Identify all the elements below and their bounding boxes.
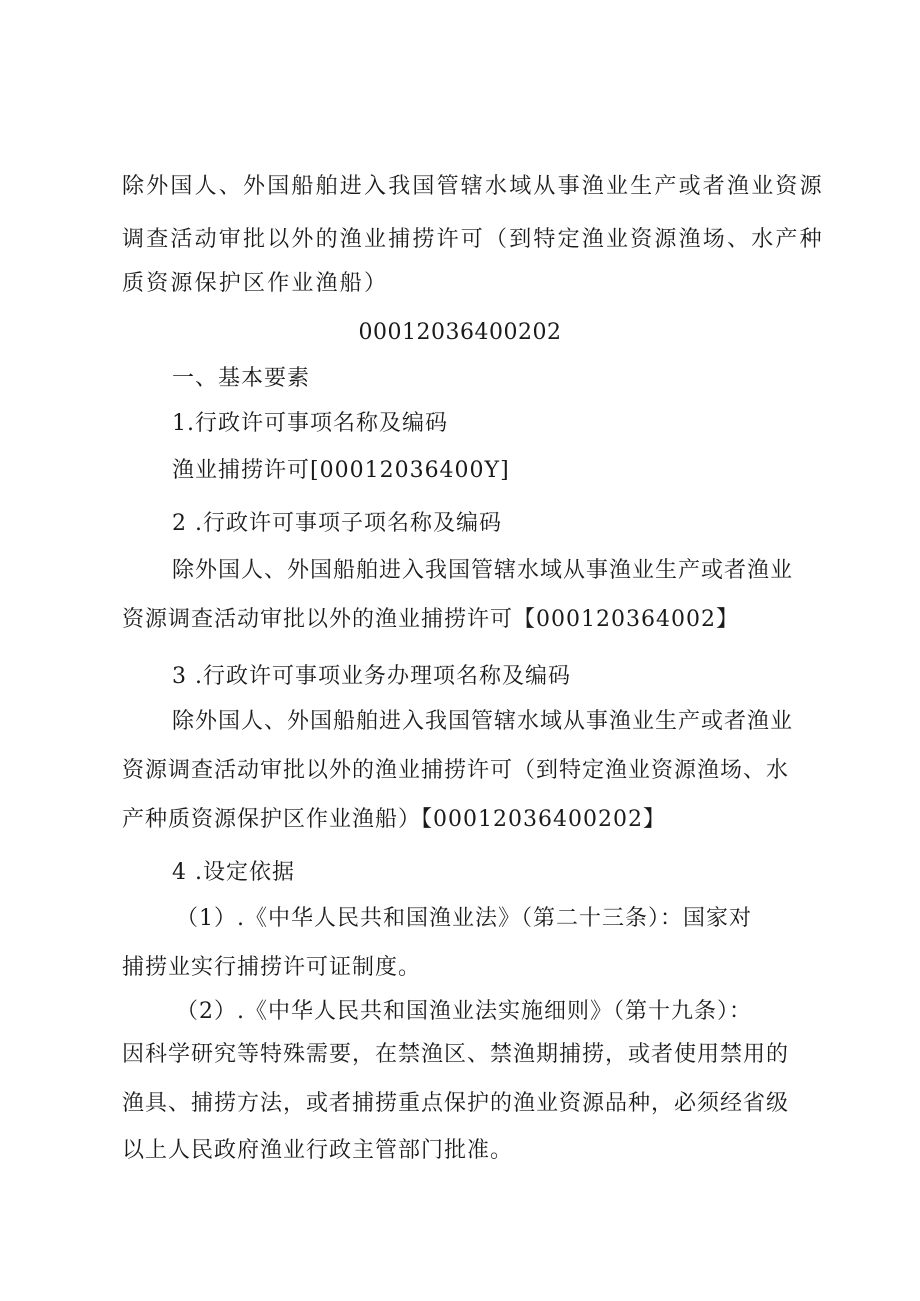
item1-value: 渔业捕捞许可[00012036400Y]: [172, 458, 510, 483]
basis2-line-4: 以上人民政府渔业行政主管部门批准。: [122, 1138, 514, 1163]
document-title-line-1: 除外国人、外国船舶进入我国管辖水域从事渔业生产或者渔业资源: [122, 174, 824, 199]
item1-heading: 1.行政许可事项名称及编码: [172, 411, 448, 436]
basis2-line-2: 因科学研究等特殊需要，在禁渔区、禁渔期捕捞，或者使用禁用的: [122, 1042, 790, 1067]
basis1-line-2: 捕捞业实行捕捞许可证制度。: [122, 955, 422, 980]
item2-text-line-1: 除外国人、外国船舶进入我国管辖水域从事渔业生产或者渔业: [172, 558, 794, 583]
item3-text-line-3: 产种质资源保护区作业渔船）【00012036400202】: [122, 807, 666, 832]
item4-heading: 4 .设定依据: [172, 860, 295, 885]
item3-heading: 3 .行政许可事项业务办理项名称及编码: [172, 664, 571, 689]
item3-text-line-2: 资源调查活动审批以外的渔业捕捞许可（到特定渔业资源渔场、水: [122, 758, 790, 783]
section-heading: 一、基本要素: [172, 366, 311, 391]
item3-text-line-1: 除外国人、外国船舶进入我国管辖水域从事渔业生产或者渔业: [172, 709, 794, 734]
item2-heading: 2 .行政许可事项子项名称及编码: [172, 511, 502, 536]
document-code: 00012036400202: [358, 320, 562, 345]
basis1-line-1: （1）.《中华人民共和国渔业法》（第二十三条）：国家对: [176, 906, 752, 931]
document-title-line-3: 质资源保护区作业渔船）: [122, 271, 389, 296]
basis2-line-3: 渔具、捕捞方法，或者捕捞重点保护的渔业资源品种，必须经省级: [122, 1091, 790, 1116]
item2-text-line-2: 资源调查活动审批以外的渔业捕捞许可【000120364002】: [122, 607, 739, 632]
document-title-line-2: 调查活动审批以外的渔业捕捞许可（到特定渔业资源渔场、水产种: [122, 227, 824, 252]
basis2-line-1: （2）.《中华人民共和国渔业法实施细则》（第十九条）：: [176, 999, 752, 1024]
